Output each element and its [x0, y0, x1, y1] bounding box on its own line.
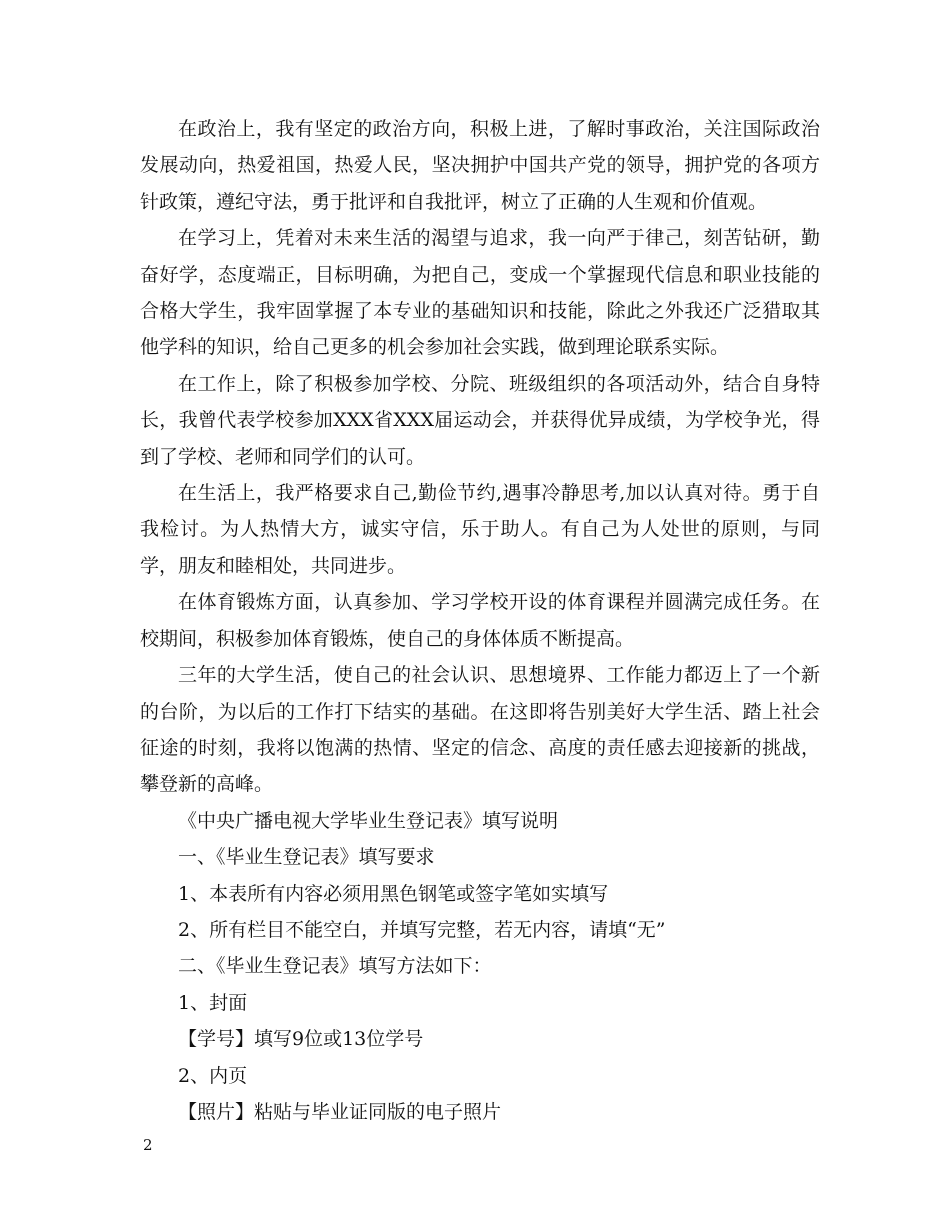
paragraph-summary: 三年的大学生活，使自己的社会认识、思想境界、工作能力都迈上了一个新的台阶，为以后的工作打下结实的基础。在这即将告别美好大学生活、踏上社会征途的时刻，我将以饱满的热情、坚定的信念、高度的责任感去迎接新的挑战，攀登新的高峰。: [140, 664, 820, 796]
instructions-section-methods: 二、《毕业生登记表》填写方法如下：: [178, 955, 492, 978]
paragraph-politics: 在政治上，我有坚定的政治方向，积极上进，了解时事政治，关注国际政治发展动向，热爱祖国，热爱人民，坚决拥护中国共产党的领导，拥护党的各项方针政策，遵纪守法，勇于批评和自我批评，树立了正确的人生观和价值观。: [140, 118, 820, 213]
paragraph-study: 在学习上，凭着对未来生活的渴望与追求，我一向严于律己，刻苦钻研，勤奋好学，态度端正，目标明确，为把自己，变成一个掌握现代信息和职业技能的合格大学生，我牢固掌握了本专业的基础知识和技能，除此之外我还广泛猎取其他学科的知识，给自己更多的机会参加社会实践，做到理论联系实际。: [140, 227, 820, 359]
instructions-item-detail: 【学号】填写9位或13位学号: [178, 1028, 424, 1051]
instructions-title: 《中央广播电视大学毕业生登记表》填写说明: [178, 809, 559, 832]
paragraph-work: 在工作上，除了积极参加学校、分院、班级组织的各项活动外，结合自身特长，我曾代表学校参加XXX省XXX届运动会，并获得优异成绩，为学校争光，得到了学校、老师和同学们的认可。: [140, 372, 820, 468]
instructions-item: 1、封面: [178, 991, 248, 1014]
document-body: [140, 111, 820, 1130]
instructions-item: 2、内页: [178, 1064, 248, 1087]
paragraph-life: 在生活上，我严格要求自己,勤俭节约,遇事冷静思考,加以认真对待。勇于自我检讨。为人热情大方，诚实守信，乐于助人。有自己为人处世的原则，与同学，朋友和睦相处，共同进步。: [140, 482, 820, 577]
instructions-item-detail: 【照片】粘贴与毕业证同版的电子照片: [178, 1100, 502, 1123]
instructions-item: 2、所有栏目不能空白，并填写完整，若无内容，请填“无”: [178, 918, 666, 941]
instructions-item: 1、本表所有内容必须用黑色钢笔或签字笔如实填写: [178, 882, 609, 905]
instructions-section-requirements: 一、《毕业生登记表》填写要求: [178, 846, 435, 869]
page-number: 2: [143, 1136, 153, 1154]
paragraph-sports: 在体育锻炼方面，认真参加、学习学校开设的体育课程并圆满完成任务。在校期间，积极参加体育锻炼，使自己的身体体质不断提高。: [140, 591, 820, 650]
